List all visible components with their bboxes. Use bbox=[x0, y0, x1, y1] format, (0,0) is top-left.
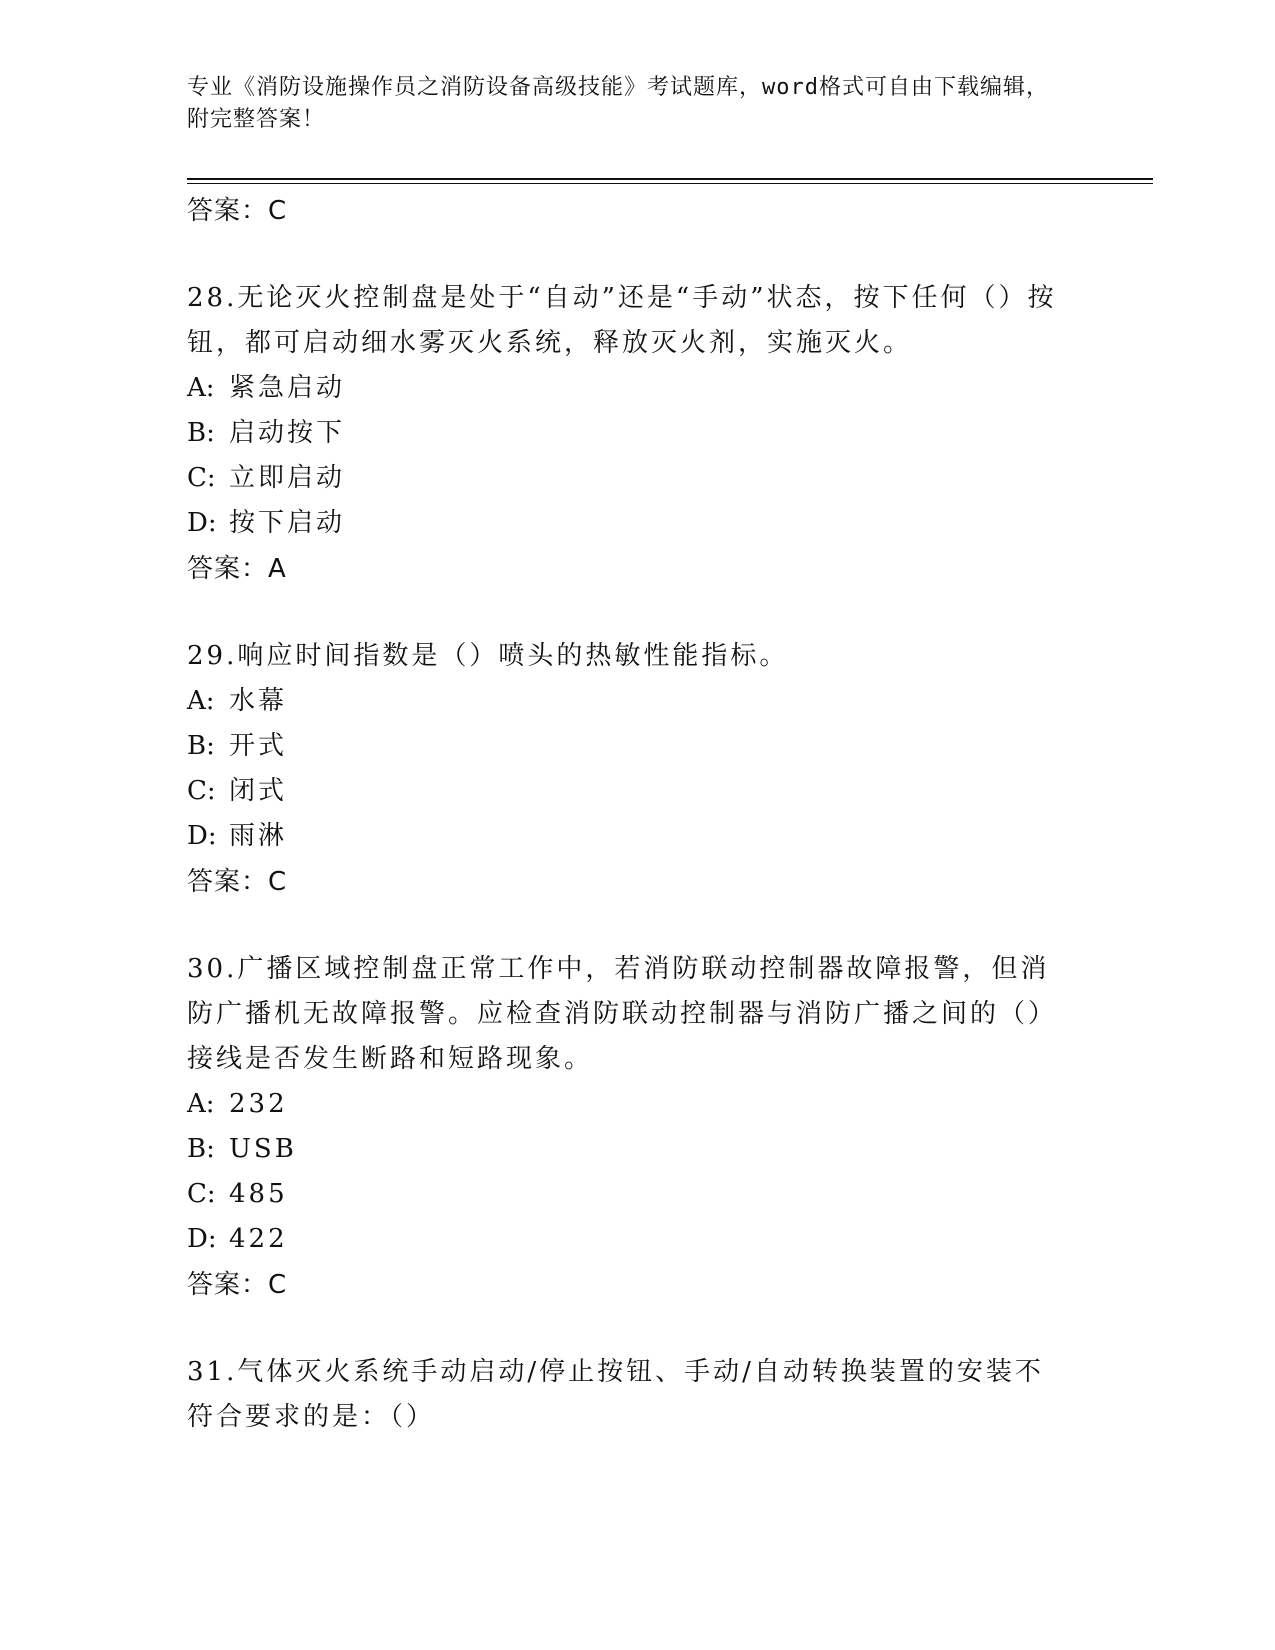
option-letter: C: bbox=[187, 1179, 216, 1209]
option-letter: D: bbox=[187, 508, 217, 538]
question-29-text: 29.响应时间指数是（）喷头的热敏性能指标。 bbox=[187, 641, 789, 671]
option-text: 按下启动 bbox=[229, 508, 346, 538]
option-letter: A: bbox=[187, 686, 215, 716]
answer-28: 答案：A bbox=[187, 554, 287, 584]
option-letter: A: bbox=[187, 1089, 215, 1119]
option-text: 422 bbox=[229, 1224, 288, 1254]
question-29-option-b bbox=[187, 724, 1087, 769]
option-text: 开式 bbox=[229, 731, 288, 761]
option-text: 立即启动 bbox=[229, 463, 346, 493]
question-28-option-b bbox=[187, 411, 1087, 456]
spacer bbox=[187, 1308, 1087, 1350]
answer-27: 答案：C bbox=[187, 196, 288, 226]
question-29-option-c bbox=[187, 769, 1087, 814]
question-28-option-c bbox=[187, 456, 1087, 501]
option-text: 水幕 bbox=[229, 686, 288, 716]
answer-29: 答案：C bbox=[187, 867, 288, 897]
option-letter: B: bbox=[187, 731, 215, 761]
option-letter: C: bbox=[187, 776, 216, 806]
option-text: 启动按下 bbox=[229, 418, 346, 448]
option-letter: A: bbox=[187, 373, 215, 403]
option-letter: C: bbox=[187, 463, 216, 493]
question-30-option-c bbox=[187, 1172, 1087, 1217]
option-text: USB bbox=[229, 1134, 297, 1164]
option-text: 紧急启动 bbox=[229, 373, 346, 403]
question-list bbox=[187, 188, 1087, 1440]
question-30-option-a bbox=[187, 1082, 1087, 1127]
question-29-option-d bbox=[187, 814, 1087, 859]
question-30-text: 30.广播区域控制盘正常工作中，若消防联动控制器故障报警，但消防广播机无故障报警。应检查消防联动控制器与消防广播之间的（）接线是否发生断路和短路现象。 bbox=[187, 954, 1058, 1074]
question-30-option-d bbox=[187, 1217, 1087, 1262]
question-29-option-a bbox=[187, 679, 1087, 724]
option-text: 485 bbox=[229, 1179, 288, 1209]
option-text: 闭式 bbox=[229, 776, 288, 806]
option-letter: D: bbox=[187, 1224, 217, 1254]
question-31-text: 31.气体灭火系统手动启动/停止按钮、手动/自动转换装置的安装不符合要求的是：（） bbox=[187, 1357, 1044, 1432]
spacer bbox=[187, 905, 1087, 947]
question-30-option-b bbox=[187, 1127, 1087, 1172]
header-rule-thick bbox=[187, 178, 1153, 180]
spacer bbox=[187, 592, 1087, 634]
answer-30: 答案：C bbox=[187, 1270, 288, 1300]
spacer bbox=[187, 234, 1087, 276]
option-text: 232 bbox=[229, 1089, 288, 1119]
question-28-option-d bbox=[187, 501, 1087, 546]
question-28-text: 28.无论灭火控制盘是处于“自动”还是“手动”状态，按下任何（）按钮，都可启动细水雾灭火系统，释放灭火剂，实施灭火。 bbox=[187, 283, 1057, 358]
option-text: 雨淋 bbox=[229, 821, 288, 851]
document-header: 专业《消防设施操作员之消防设备高级技能》考试题库，word格式可自由下载编辑，附完整答案！ bbox=[187, 75, 1049, 132]
option-letter: D: bbox=[187, 821, 217, 851]
question-28-option-a bbox=[187, 366, 1087, 411]
option-letter: B: bbox=[187, 1134, 215, 1164]
header-rule-thin bbox=[187, 183, 1153, 184]
option-letter: B: bbox=[187, 418, 215, 448]
